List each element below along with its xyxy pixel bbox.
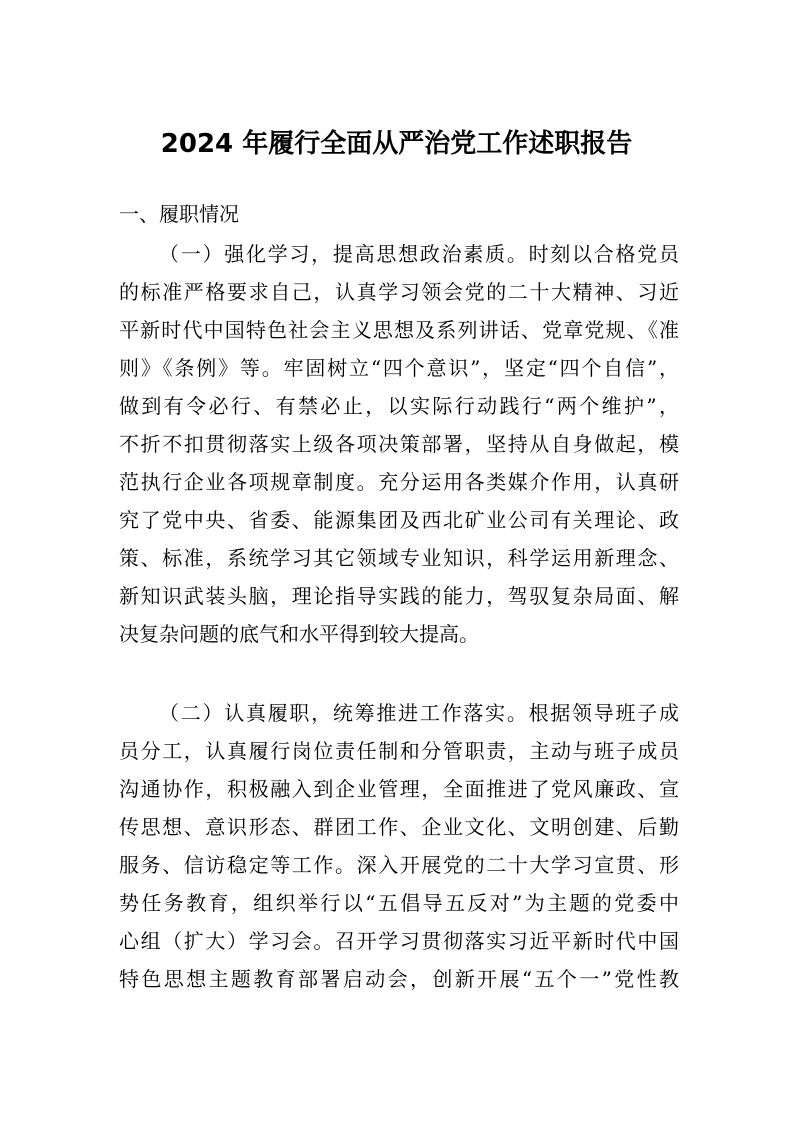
paragraph-line: 究了党中央、省委、能源集团及西北矿业公司有关理论、政 xyxy=(119,508,679,532)
paragraph-line: 做到有令必行、有禁必止，以实际行动践行“两个维护”， xyxy=(119,394,679,418)
paragraph-line: 策、标准，系统学习其它领域专业知识，科学运用新理念、 xyxy=(119,546,679,570)
paragraph-line: 传思想、意识形态、群团工作、企业文化、文明创建、后勤 xyxy=(119,815,679,839)
paragraph-line: 新知识武装头脑，理论指导实践的能力，驾驭复杂局面、解 xyxy=(119,584,679,608)
paragraph-line: 心组（扩大）学习会。召开学习贯彻落实习近平新时代中国 xyxy=(119,929,679,953)
paragraph-line: 特色思想主题教育部署启动会，创新开展“五个一”党性教 xyxy=(119,967,679,991)
paragraph-line: 服务、信访稳定等工作。深入开展党的二十大学习宣贯、形 xyxy=(119,853,679,877)
paragraph-line: （二）认真履职，统筹推进工作落实。根据领导班子成 xyxy=(159,701,679,725)
section-heading: 一、履职情况 xyxy=(119,202,239,226)
document-title: 2024 年履行全面从严治党工作述职报告 xyxy=(160,129,633,159)
paragraph-line: 范执行企业各项规章制度。充分运用各类媒介作用，认真研 xyxy=(119,470,679,494)
paragraph-study xyxy=(119,235,679,653)
paragraph-line: 员分工，认真履行岗位责任制和分管职责，主动与班子成员 xyxy=(119,739,679,763)
paragraph-line: 势任务教育，组织举行以“五倡导五反对”为主题的党委中 xyxy=(119,891,679,915)
paragraph-line: 沟通协作，积极融入到企业管理，全面推进了党风廉政、宣 xyxy=(119,777,679,801)
paragraph-line: 的标准严格要求自己，认真学习领会党的二十大精神、习近 xyxy=(119,280,679,304)
paragraph-line: 不折不扣贯彻落实上级各项决策部署，坚持从自身做起，模 xyxy=(119,432,679,456)
paragraph-line: 平新时代中国特色社会主义思想及系列讲话、党章党规、《准 xyxy=(119,318,679,342)
paragraph-line: 则》《条例》等。牢固树立“四个意识”，坚定“四个自信”， xyxy=(119,356,679,380)
paragraph-line: 决复杂问题的底气和水平得到较大提高。 xyxy=(119,622,479,646)
paragraph-duties xyxy=(119,694,679,998)
paragraph-line: （一）强化学习，提高思想政治素质。时刻以合格党员 xyxy=(159,242,679,266)
